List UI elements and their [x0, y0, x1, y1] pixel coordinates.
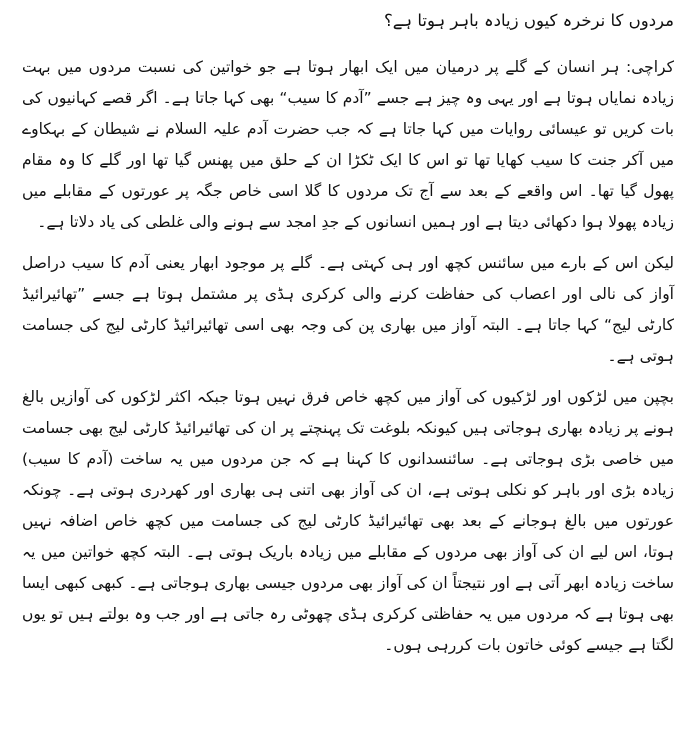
article-paragraph: لیکن اس کے بارے میں سائنس کچھ اور ہی کہتی ہے۔ گلے پر موجود ابھار یعنی آدم کا سیب دراصل آواز کی نالی اور اعصاب کی حفاظت کرنے والی کرکری ہڈی پر مشتمل ہوتا ہے جسے ”تھائیرائیڈ کارٹی لیج“ کہا جاتا ہے۔ البتہ آواز میں بھاری پن کی وجہ بھی اسی تھائیرائیڈ کارٹی لیج کی جسامت ہوتی ہے۔ — [22, 254, 674, 365]
article-title: مردوں کا نرخرہ کیوں زیادہ باہر ہوتا ہے؟ — [383, 11, 674, 30]
article-paragraph: بچپن میں لڑکوں اور لڑکیوں کی آواز میں کچھ خاص فرق نہیں ہوتا جبکہ اکثر لڑکوں کی آوازیں بالغ ہونے پر زیادہ بھاری ہوجاتی ہیں کیونکہ بلوغت تک پہنچتے پر ان کی تھائیرائیڈ کارٹی لیج بھی جسامت میں خاصی بڑی ہوجاتی ہے۔ سائنسدانوں کا کہنا ہے کہ جن مردوں میں یہ ساخت (آدم کا سیب) زیادہ بڑی اور باہر کو نکلی ہوتی ہے، ان کی آواز بھی اتنی ہی بھاری اور کھردری ہوتی ہے۔ چونکہ عورتوں میں بالغ ہوجانے کے بعد بھی تھائیرائیڈ کارٹی لیج کی جسامت میں کچھ خاص اضافہ نہیں ہوتا، اس لیے ان کی آواز بھی مردوں کے مقابلے میں زیادہ باریک ہوتی ہے۔ البتہ کچھ خواتین میں یہ ساخت زیادہ ابھر آتی ہے اور نتیجتاً ان کی آواز بھی مردوں جیسی بھاری ہوجاتی ہے۔ کبھی کبھی ایسا بھی ہوتا ہے کہ مردوں میں یہ حفاظتی کرکری ہڈی چھوٹی رہ جاتی ہے اور جب وہ بولتے ہیں تو یوں لگتا ہے جیسے کوئی خاتون بات کررہی ہوں۔ — [22, 388, 674, 654]
article-paragraph: کراچی: ہر انسان کے گلے پر درمیان میں ایک ابھار ہوتا ہے جو خواتین کی نسبت مردوں میں بہت زیادہ نمایاں ہوتا ہے اور یہی وہ چیز ہے جسے ”آدم کا سیب“ بھی کہا جاتا ہے۔ اگر قصے کہانیوں کی بات کریں تو عیسائی روایات میں کہا جاتا ہے کہ جب حضرت آدم علیہ السلام نے شیطان کے بہکاوے میں آکر جنت کا سیب کھایا تھا تو اس کا ایک ٹکڑا ان کے حلق میں پھنس گیا تھا اور گلے کا وہ مقام پھول گیا تھا۔ اس واقعے کے بعد سے آج تک مردوں کا گلا اسی خاص جگہ پر عورتوں کے مقابلے میں زیادہ پھولا ہوا دکھائی دیتا ہے اور ہمیں انسانوں کے جدِ امجد سے ہونے والی غلطی کی یاد دلاتا ہے۔ — [22, 58, 674, 231]
